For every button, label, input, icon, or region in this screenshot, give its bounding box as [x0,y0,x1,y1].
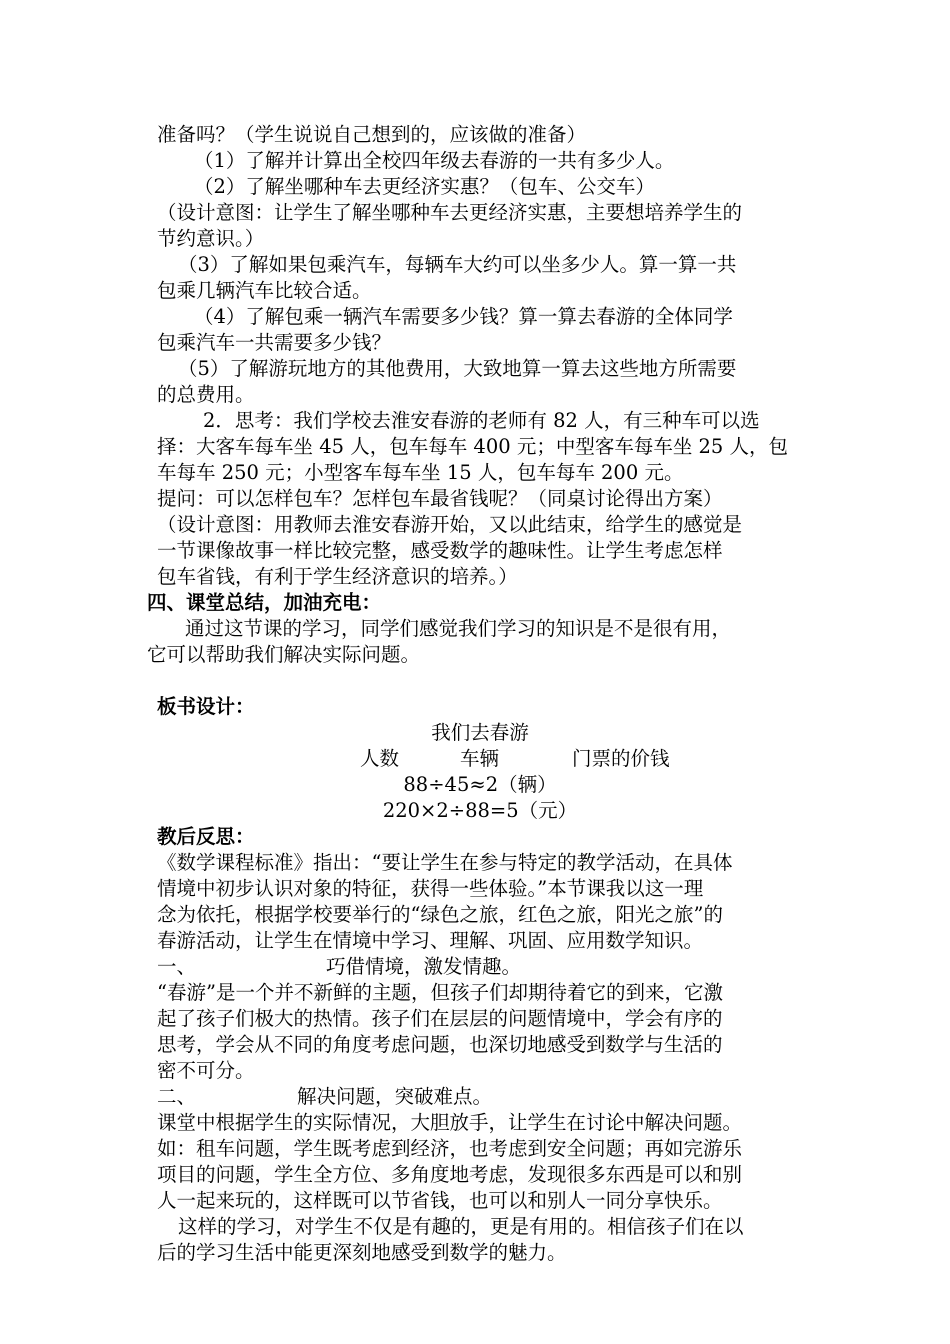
list-item: （1）了解并计算出全校四年级去春游的一共有多少人。 [194,149,675,172]
design-intent-line: 包车省钱，有利于学生经济意识的培养。） [157,565,518,588]
design-intent-line: （设计意图：用教师去淮安春游开始，又以此结束，给学生的感觉是 [157,513,743,536]
design-intent-line: （设计意图：让学生了解坐哪种车去更经济实惠，主要想培养学生的 [157,201,743,224]
paragraph-line: 提问：可以怎样包车？怎样包车最省钱呢？（同桌讨论得出方案） [157,487,723,510]
section-heading: 四、课堂总结，加油充电： [147,591,382,614]
paragraph-line: 2．思考：我们学校去淮安春游的老师有 82 人，有三种车可以选 [203,409,760,432]
subsection-title: 巧借情境，激发情趣。 [326,955,522,978]
paragraph-line: 情境中初步认识对象的特征，获得一些体验。”本节课我以这一理 [157,877,704,900]
paragraph-line: 包乘几辆汽车比较合适。 [157,279,372,302]
paragraph-line: 项目的问题，学生全方位、多角度地考虑，发现很多东西是可以和别 [157,1163,743,1186]
subsection-title: 解决问题，突破难点。 [297,1085,493,1108]
design-intent-line: 一节课像故事一样比较完整，感受数学的趣味性。让学生考虑怎样 [157,539,723,562]
list-item: （5）了解游玩地方的其他费用，大致地算一算去这些地方所需要 [178,357,737,380]
list-item: （2）了解坐哪种车去更经济实惠？（包车、公交车） [194,175,655,198]
list-item: （4）了解包乘一辆汽车需要多少钱？算一算去春游的全体同学 [194,305,733,328]
paragraph-line: 择：大客车每车坐 45 人，包车每车 400 元；中型客车每车坐 25 人，包 [157,435,789,458]
paragraph-line: 思考，学会从不同的角度考虑问题，也深切地感受到数学与生活的 [157,1033,723,1056]
paragraph-line: 念为依托，根据学校要举行的“绿色之旅，红色之旅，阳光之旅”的 [157,903,723,926]
subsection-number: 二、 [157,1085,197,1108]
paragraph-line: 课堂中根据学生的实际情况，大胆放手，让学生在讨论中解决问题。 [157,1111,743,1134]
paragraph-line: 这样的学习，对学生不仅是有趣的，更是有用的。相信孩子们在以 [178,1215,744,1238]
subsection-number: 一、 [157,955,197,978]
paragraph-line: 密不可分。 [157,1059,255,1082]
board-label-ticket-price: 门票的价钱 [572,747,670,770]
board-label-people: 人数 [360,747,400,770]
board-formula: 220×2÷88=5（元） [382,799,578,822]
design-intent-line: 节约意识。） [157,227,265,250]
board-design-heading: 板书设计： [157,695,255,718]
list-item: （3）了解如果包乘汽车，每辆车大约可以坐多少人。算一算一共 [178,253,737,276]
paragraph-line: 后的学习生活中能更深刻地感受到数学的魅力。 [157,1241,567,1264]
paragraph-line: 如：租车问题，学生既考虑到经济，也考虑到安全问题；再如完游乐 [157,1137,743,1160]
paragraph-line: 春游活动，让学生在情境中学习、理解、巩固、应用数学知识。 [157,929,704,952]
paragraph-line: 起了孩子们极大的热情。孩子们在层层的问题情境中，学会有序的 [157,1007,723,1030]
board-label-vehicles: 车辆 [460,747,500,770]
paragraph-line: “春游”是一个并不新鲜的主题，但孩子们却期待着它的到来，它激 [157,981,723,1004]
paragraph-line: 准备吗？（学生说说自己想到的，应该做的准备） [157,123,587,146]
paragraph-line: 车每车 250 元；小型客车每车坐 15 人，包车每车 200 元。 [157,461,684,484]
paragraph-line: 人一起来玩的，这样既可以节省钱，也可以和别人一同分享快乐。 [157,1189,723,1212]
paragraph-line: 包乘汽车一共需要多少钱？ [157,331,392,354]
board-formula: 88÷45≈2（辆） [403,773,557,796]
paragraph-line: 它可以帮助我们解决实际问题。 [147,643,421,666]
paragraph-line: 的总费用。 [157,383,255,406]
paragraph-line: 通过这节课的学习，同学们感觉我们学习的知识是不是很有用， [185,617,732,640]
paragraph-line: 《数学课程标准》指出：“要让学生在参与特定的教学活动，在具体 [157,851,733,874]
board-title: 我们去春游 [431,721,529,744]
reflection-heading: 教后反思： [157,825,255,848]
